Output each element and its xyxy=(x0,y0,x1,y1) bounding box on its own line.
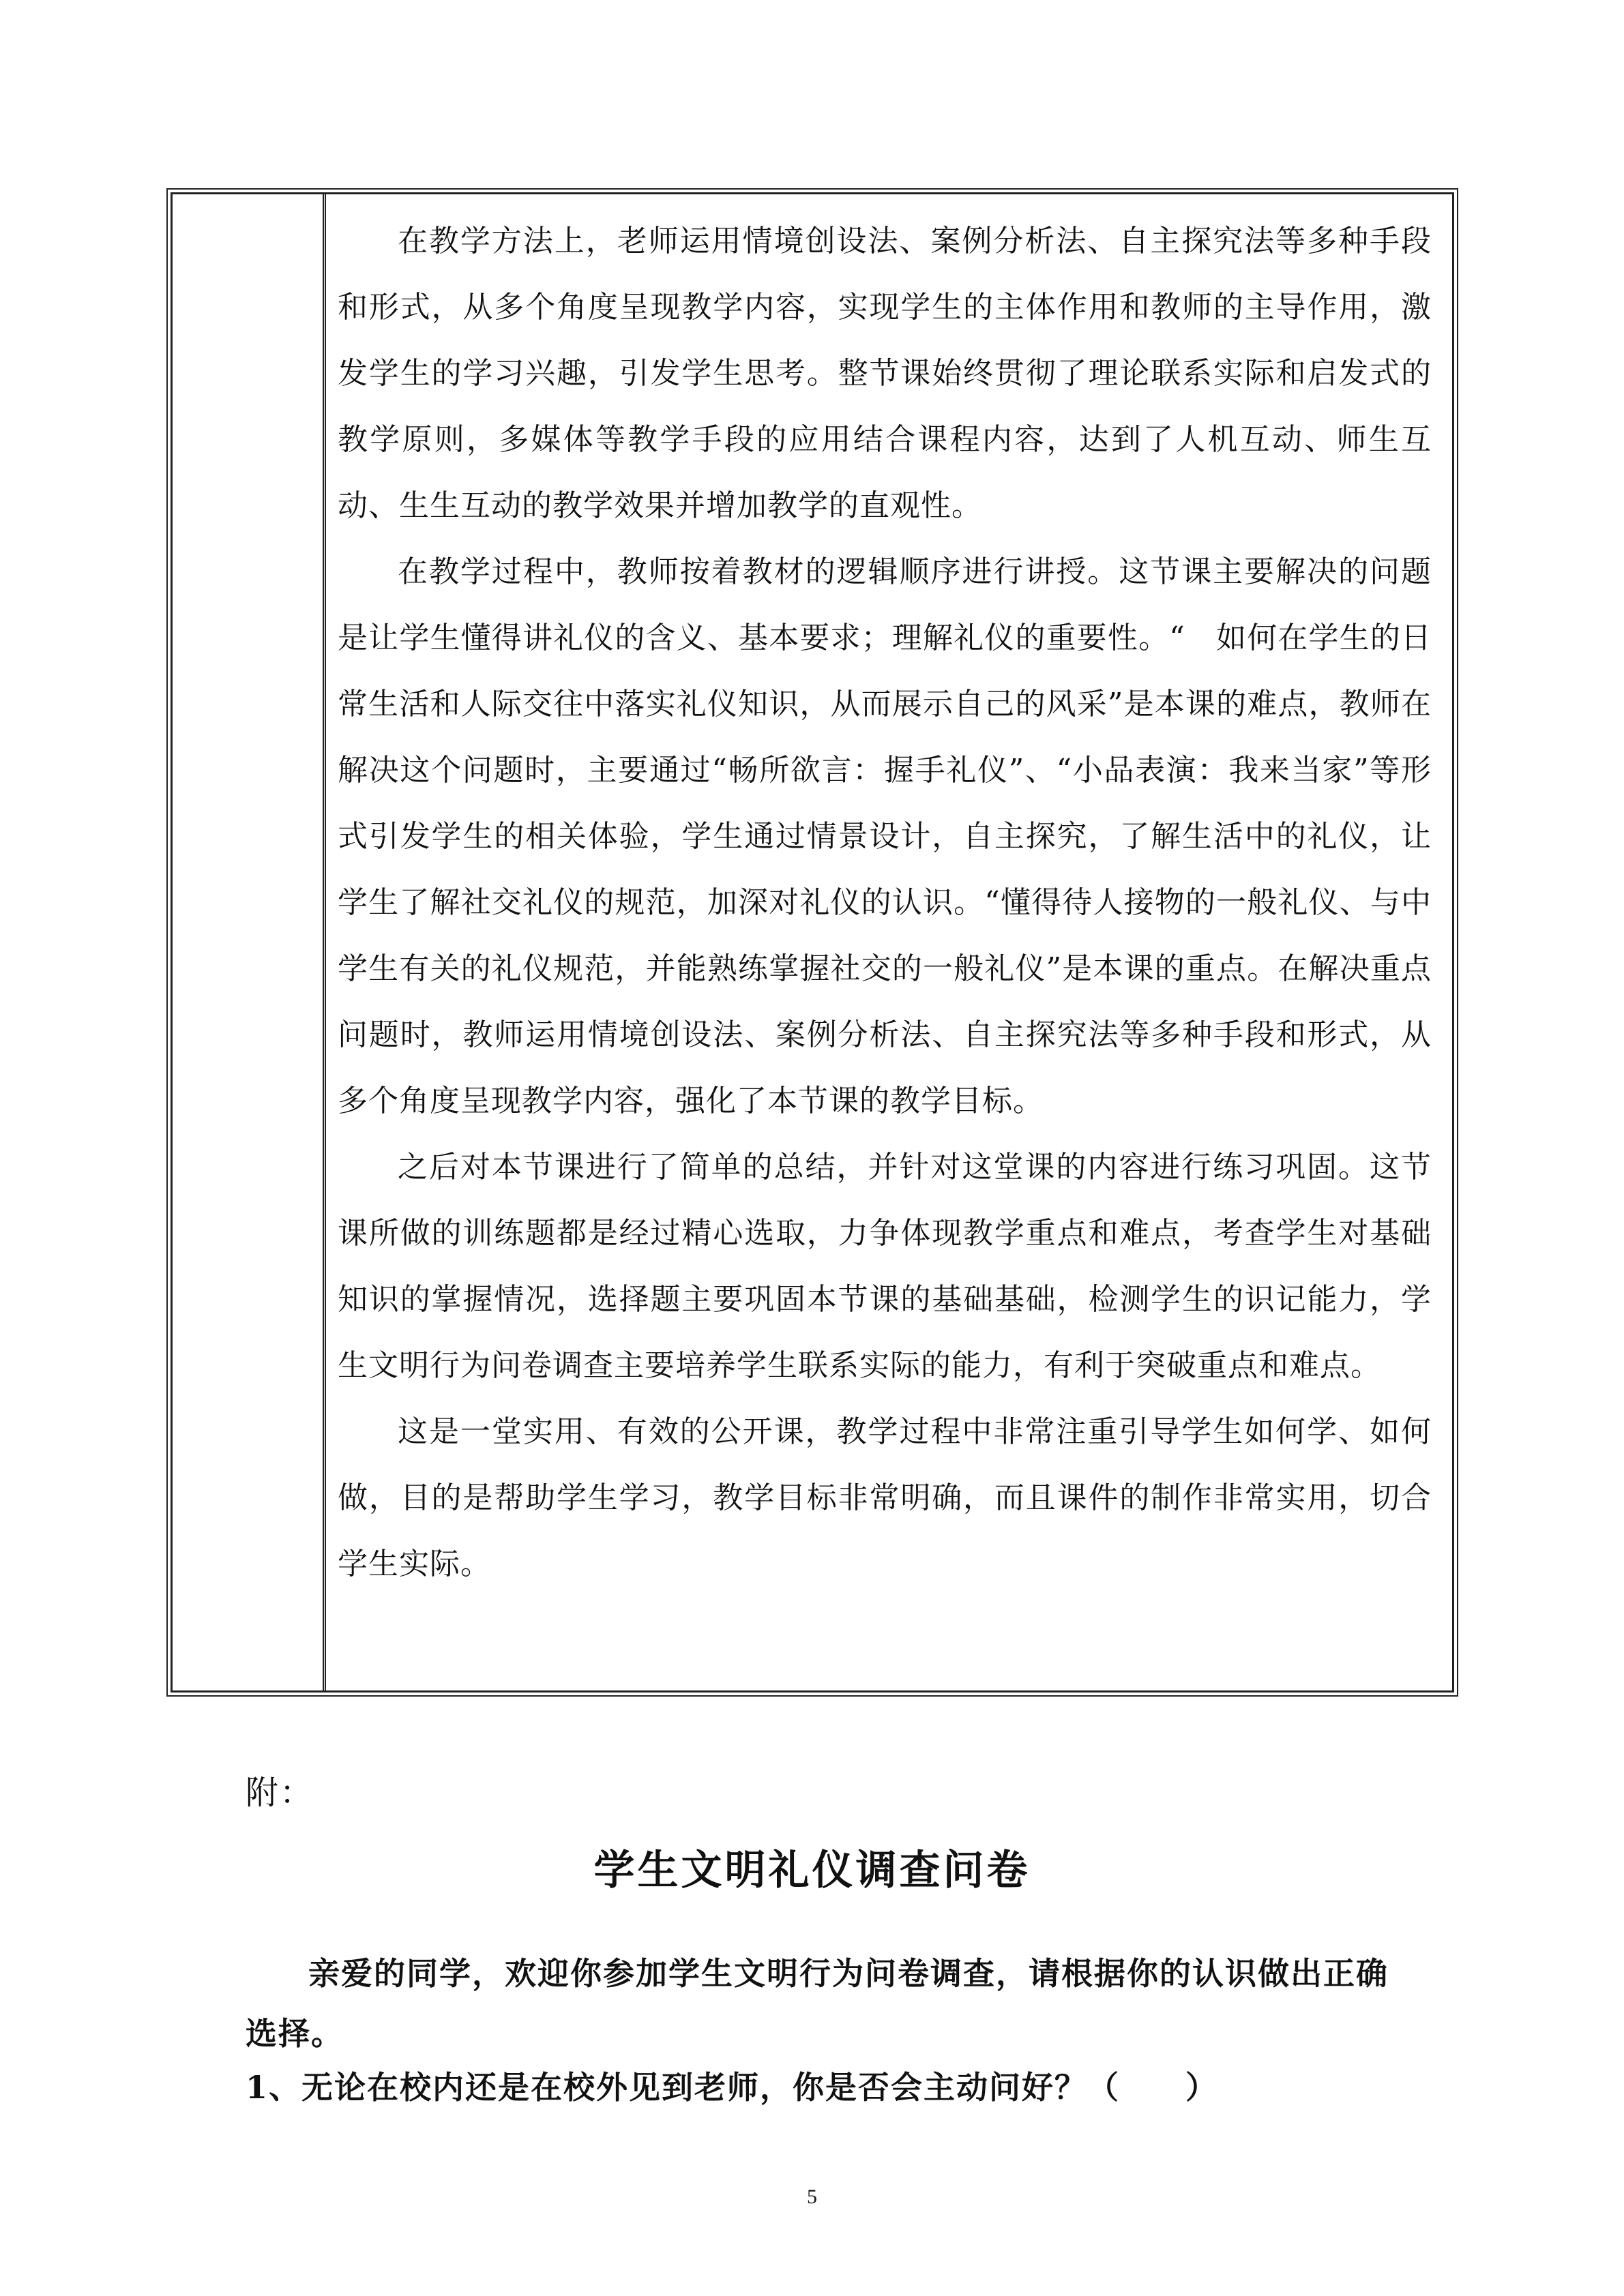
paragraph-summary-exercises: 之后对本节课进行了简单的总结，并针对这堂课的内容进行练习巩固。这节课所做的训练题都是经过精心选取，力争体现教学重点和难点，考查学生对基础知识的掌握情况，选择题主要巩固本节课的基础基础，检测学生的识记能力，学生文明行为问卷调查主要培养学生联系实际的能力，有利于突破重点和难点。 xyxy=(338,1150,1432,1383)
survey-title: 学生文明礼仪调查问卷 xyxy=(593,1847,1031,1894)
table-right-cell xyxy=(329,194,1452,1690)
appendix-label: 附： xyxy=(246,1774,314,1812)
survey-question-1: 1、无论在校内还是在校外见到老师，你是否会主动问好？（ ） xyxy=(246,2069,1219,2106)
survey-intro: 亲爱的同学，欢迎你参加学生文明行为问卷调查，请根据你的认识做出正确选择。 xyxy=(246,1955,1389,2052)
paragraph-teaching-process: 在教学过程中，教师按着教材的逻辑顺序进行讲授。这节课主要解决的问题是让学生懂得讲礼仪的含义、基本要求；理解礼仪的重要性。“ 如何在学生的日常生活和人际交往中落实礼仪知识，从而展示自己的风采”是本课的难点，教师在解决这个问题时，主要通过“畅所欲言：握手礼仪”、“小品表演：我来当家”等形式引发学生的相关体验，学生通过情景设计，自主探究，了解生活中的礼仪，让学生了解社交礼仪的规范，加深对礼仪的认识。“懂得待人接物的一般礼仪、与中学生有关的礼仪规范，并能熟练掌握社交的一般礼仪”是本课的重点。在解决重点问题时，教师运用情境创设法、案例分析法、自主探究法等多种手段和形式，从多个角度呈现教学内容，强化了本节课的教学目标。 xyxy=(338,554,1432,1118)
page-number: 5 xyxy=(807,2186,817,2208)
evaluation-table xyxy=(171,192,1454,1693)
table-left-cell xyxy=(173,194,326,1690)
paragraph-teaching-methods: 在教学方法上，老师运用情境创设法、案例分析法、自主探究法等多种手段和形式，从多个角度呈现教学内容，实现学生的主体作用和教师的主导作用，激发学生的学习兴趣，引发学生思考。整节课始终贯彻了理论联系实际和启发式的教学原则，多媒体等教学手段的应用结合课程内容，达到了人机互动、师生互动、生生互动的教学效果并增加教学的直观性。 xyxy=(338,224,1432,523)
paragraph-conclusion: 这是一堂实用、有效的公开课，教学过程中非常注重引导学生如何学、如何做，目的是帮助学生学习，教学目标非常明确，而且课件的制作非常实用，切合学生实际。 xyxy=(338,1414,1432,1581)
